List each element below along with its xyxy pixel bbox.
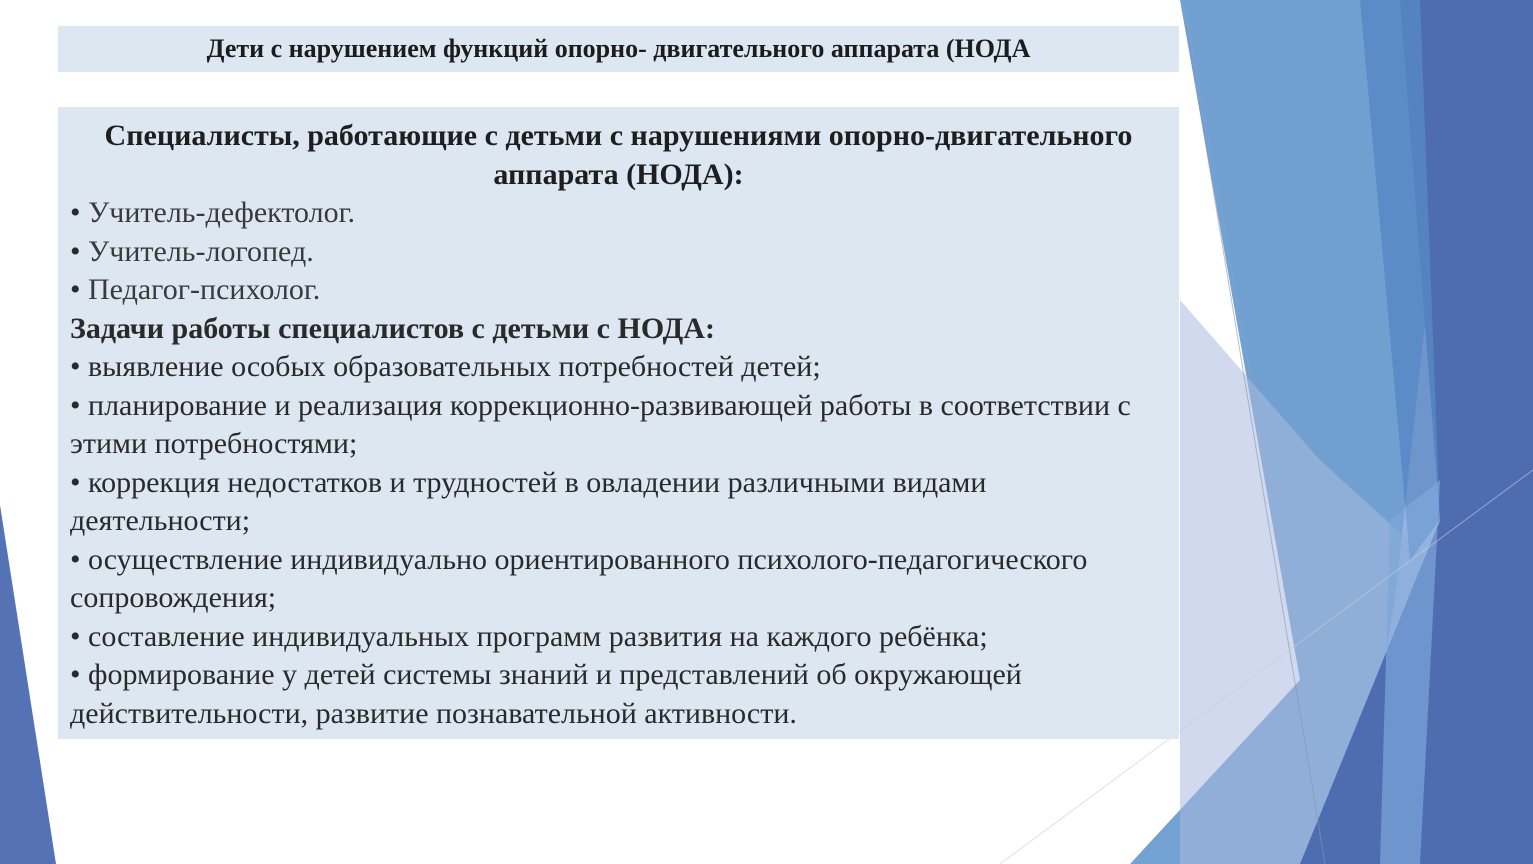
- bullet-marker: •: [70, 619, 81, 653]
- task-text: осуществление индивидуально ориентированного психолого-педагогического сопровождения;: [70, 542, 1088, 614]
- tasks-heading: Задачи работы специалистов с детьми с НОДА:: [70, 311, 715, 345]
- list-item: [70, 656, 1167, 733]
- task-text: коррекция недостатков и трудностей в овладении различными видами деятельности;: [70, 465, 987, 537]
- tasks-list: [70, 348, 1167, 733]
- specialist-label: Учитель-логопед.: [88, 234, 314, 268]
- list-item: [70, 194, 1167, 233]
- specialist-label: Педагог-психолог.: [88, 273, 321, 306]
- task-text: формирование у детей системы знаний и представлений об окружающей действительности, развитие познавательной активности.: [70, 658, 1022, 730]
- task-text: составление индивидуальных программ развития на каждого ребёнка;: [88, 619, 988, 653]
- list-item: [70, 618, 1167, 657]
- bullet-marker: •: [70, 542, 81, 576]
- bullet-marker: •: [70, 196, 81, 229]
- bullet-marker: •: [70, 234, 81, 268]
- title-bar: [58, 26, 1179, 72]
- list-item: [70, 464, 1167, 541]
- specialists-list: [70, 194, 1167, 310]
- left-accent-triangle: [0, 505, 56, 864]
- list-item: [70, 387, 1167, 464]
- bullet-marker: •: [70, 465, 81, 499]
- list-item: [70, 348, 1167, 387]
- bullet-marker: •: [70, 350, 81, 383]
- list-item: [70, 541, 1167, 618]
- specialists-heading: Специалисты, работающие с детьми с нарушениями опорно-двигательного аппарата (НОДА):: [104, 119, 1133, 191]
- bullet-marker: •: [70, 273, 81, 306]
- bullet-marker: •: [70, 388, 81, 422]
- task-text: выявление особых образовательных потребностей детей;: [88, 350, 821, 383]
- list-item: [70, 233, 1167, 272]
- list-item: [70, 271, 1167, 310]
- slide-title: Дети с нарушением функций опорно- двигательного аппарата (НОДА: [206, 34, 1031, 63]
- specialist-label: Учитель-дефектолог.: [88, 196, 356, 229]
- content-panel: [58, 107, 1179, 739]
- task-text: планирование и реализация коррекционно-развивающей работы в соответствии с этими потребностями;: [70, 388, 1131, 460]
- bullet-marker: •: [70, 658, 81, 691]
